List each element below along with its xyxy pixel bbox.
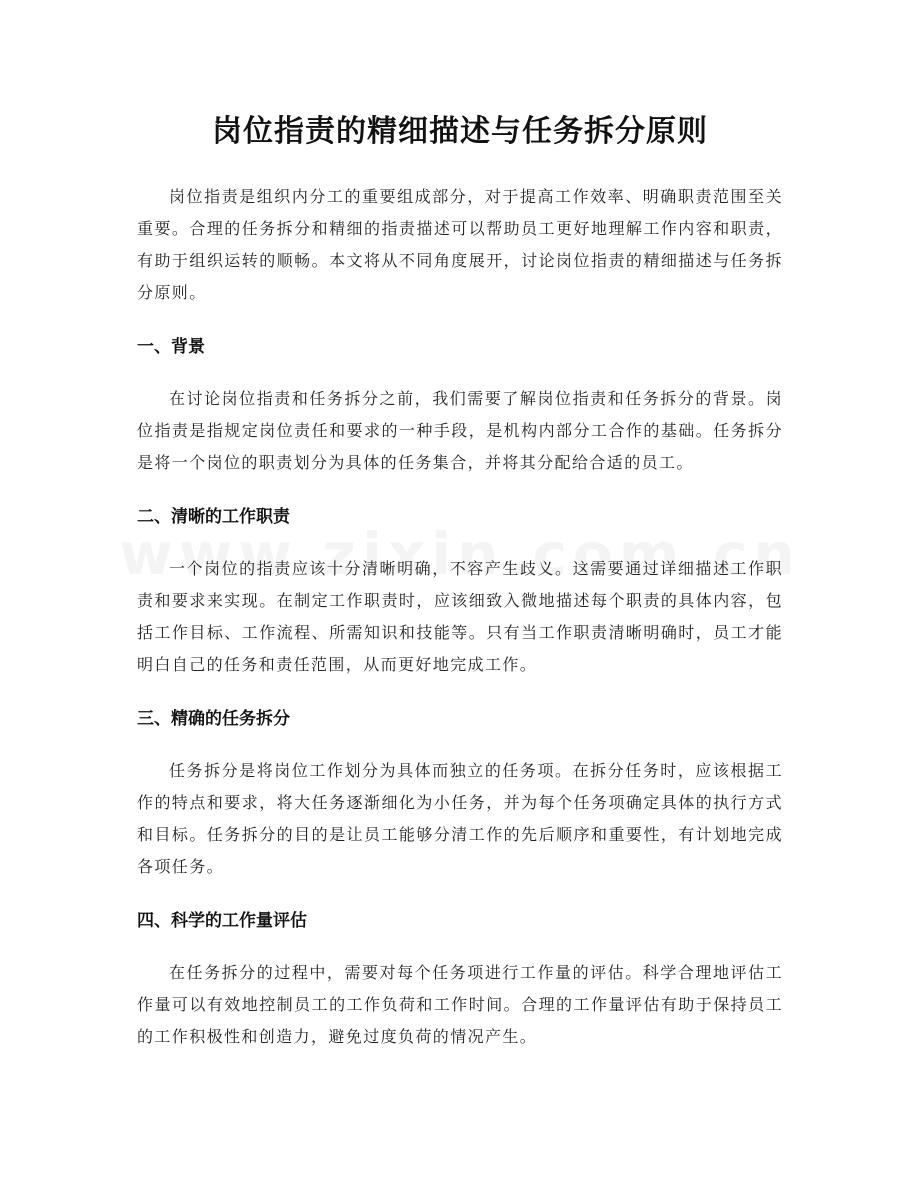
section-heading-task-split: 三、精确的任务拆分	[137, 709, 290, 729]
section-body-background: 在讨论岗位指责和任务拆分之前，我们需要了解岗位指责和任务拆分的背景。岗位指责是指规定岗位责任和要求的一种手段，是机构内部分工合作的基础。任务拆分是将一个岗位的职责划分为具体的任务集合，并将其分配给合适的员工。	[137, 389, 783, 472]
section-heading-clear-duties: 二、清晰的工作职责	[137, 507, 290, 527]
document-body	[137, 181, 783, 1053]
section-heading-background: 一、背景	[137, 337, 205, 357]
section-heading-workload: 四、科学的工作量评估	[137, 911, 307, 931]
page-title: 岗位指责的精细描述与任务拆分原则	[212, 114, 708, 149]
intro-paragraph: 岗位指责是组织内分工的重要组成部分，对于提高工作效率、明确职责范围至关重要。合理的任务拆分和精细的指责描述可以帮助员工更好地理解工作内容和职责，有助于组织运转的顺畅。本文将从不同角度展开，讨论岗位指责的精细描述与任务拆分原则。	[137, 187, 783, 302]
section-body-clear-duties: 一个岗位的指责应该十分清晰明确，不容产生歧义。这需要通过详细描述工作职责和要求来实现。在制定工作职责时，应该细致入微地描述每个职责的具体内容，包括工作目标、工作流程、所需知识和技能等。只有当工作职责清晰明确时，员工才能明白自己的任务和责任范围，从而更好地完成工作。	[137, 559, 783, 674]
section-body-task-split: 任务拆分是将岗位工作划分为具体而独立的任务项。在拆分任务时，应该根据工作的特点和要求，将大任务逐渐细化为小任务，并为每个任务项确定具体的执行方式和目标。任务拆分的目的是让员工能够分清工作的先后顺序和重要性，有计划地完成各项任务。	[137, 761, 783, 876]
section-body-workload: 在任务拆分的过程中，需要对每个任务项进行工作量的评估。科学合理地评估工作量可以有效地控制员工的工作负荷和工作时间。合理的工作量评估有助于保持员工的工作积极性和创造力，避免过度负荷的情况产生。	[137, 963, 783, 1046]
